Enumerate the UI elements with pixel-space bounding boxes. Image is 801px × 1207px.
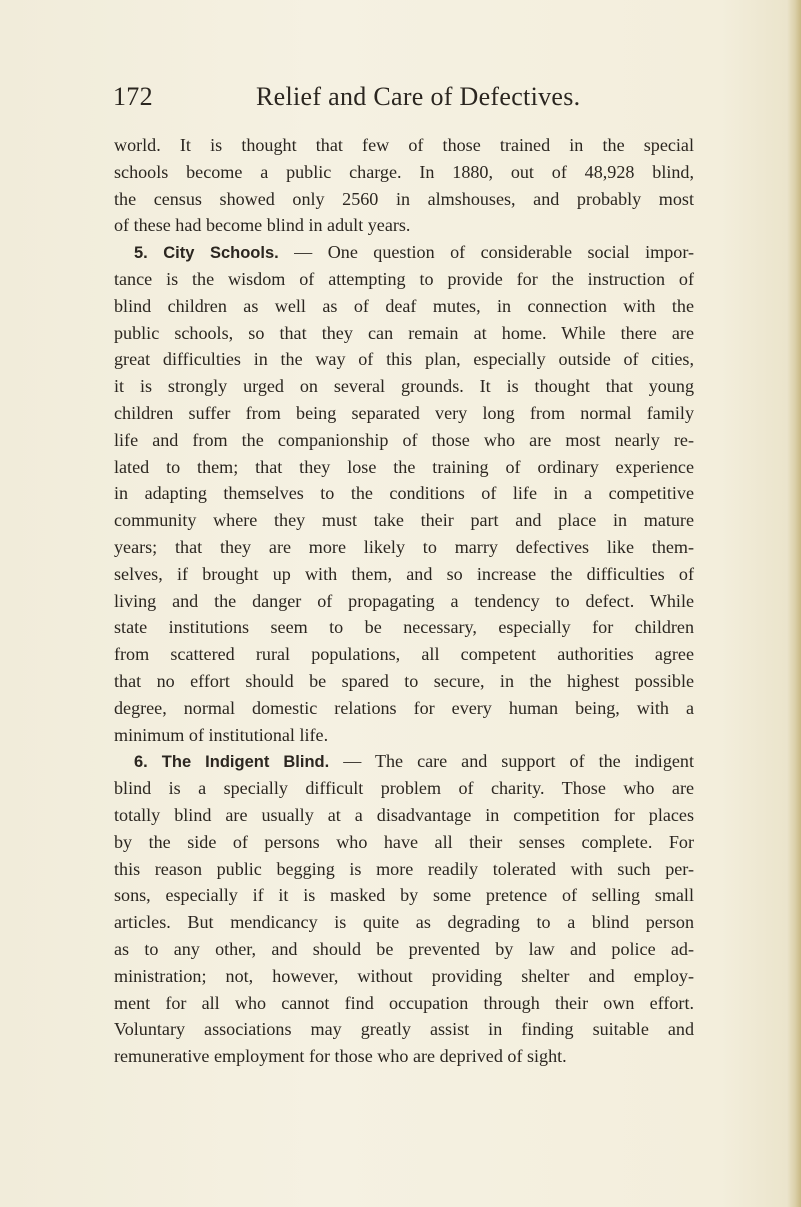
text-line: public schools, so that they can remain at home. While there are: [114, 322, 694, 343]
section-5-heading: 5. City Schools.: [134, 244, 279, 263]
text-line: schools become a public charge. In 1880, out of 48,928 blind,: [114, 161, 694, 182]
text-line: great difficulties in the way of this plan, especially outside of cities,: [114, 349, 694, 370]
text-line: Voluntary associations may greatly assist in finding suitable and: [114, 1019, 694, 1040]
text-line: sons, especially if it is masked by some pretence of selling small: [114, 885, 694, 906]
text-line: the census showed only 2560 in almshouses, and probably most: [114, 188, 694, 209]
running-title: Relief and Care of Defectives.: [256, 82, 581, 111]
text-line: community where they must take their part and place in mature: [114, 510, 694, 531]
text-line: lated to them; that they lose the training of ordinary experience: [114, 456, 694, 477]
em-dash: —: [278, 242, 328, 263]
text-line: by the side of persons who have all their senses complete. For: [114, 831, 694, 852]
text-line: years; that they are more likely to marry defectives like them-: [114, 536, 694, 557]
text-line: from scattered rural populations, all competent authorities agree: [114, 644, 694, 665]
page-number: 172: [113, 82, 153, 111]
page-edge-shadow: [787, 0, 801, 1207]
text-line: state institutions seem to be necessary, especially for children: [114, 617, 694, 638]
section-6-heading: 6. The Indigent Blind.: [134, 753, 330, 772]
text-line: minimum of institutional life.: [114, 724, 329, 745]
text-line: of these had become blind in adult years.: [114, 215, 411, 236]
text-line: in adapting themselves to the conditions of life in a competitive: [114, 483, 694, 504]
text-line: remunerative employment for those who are deprived of sight.: [114, 1046, 567, 1067]
section-6-first-line: [114, 748, 694, 775]
text-line: tance is the wisdom of attempting to provide for the instruction of: [114, 268, 694, 289]
text-line: totally blind are usually at a disadvantage in competition for places: [114, 804, 694, 825]
text-line: life and from the companionship of those who are most nearly re-: [114, 429, 694, 450]
body-text: [114, 132, 694, 1070]
text-line: living and the danger of propagating a tendency to defect. While: [114, 590, 694, 611]
text-line: blind is a specially difficult problem of charity. Those who are: [114, 778, 694, 799]
text-line: blind children as well as of deaf mutes, in connection with the: [114, 295, 694, 316]
text-line: One question of considerable social impor-: [327, 242, 695, 263]
page-header: [113, 82, 693, 116]
text-line: ment for all who cannot find occupation through their own effort.: [114, 992, 694, 1013]
em-dash: —: [329, 751, 375, 772]
text-line: degree, normal domestic relations for every human being, with a: [114, 697, 694, 718]
text-line: that no effort should be spared to secure, in the highest possible: [114, 670, 694, 691]
text-line: world. It is thought that few of those trained in the special: [114, 135, 694, 155]
section-5-first-line: [114, 239, 694, 266]
text-line: as to any other, and should be prevented by law and police ad-: [114, 938, 694, 959]
text-line: selves, if brought up with them, and so increase the difficulties of: [114, 563, 694, 584]
text-line: children suffer from being separated very long from normal family: [114, 402, 694, 423]
text-line: it is strongly urged on several grounds. It is thought that young: [114, 376, 694, 397]
text-line: ministration; not, however, without providing shelter and employ-: [114, 965, 694, 986]
text-line: this reason public begging is more readily tolerated with such per-: [114, 858, 694, 879]
text-line: articles. But mendicancy is quite as degrading to a blind person: [114, 912, 694, 933]
text-line: The care and support of the indigent: [374, 751, 694, 772]
